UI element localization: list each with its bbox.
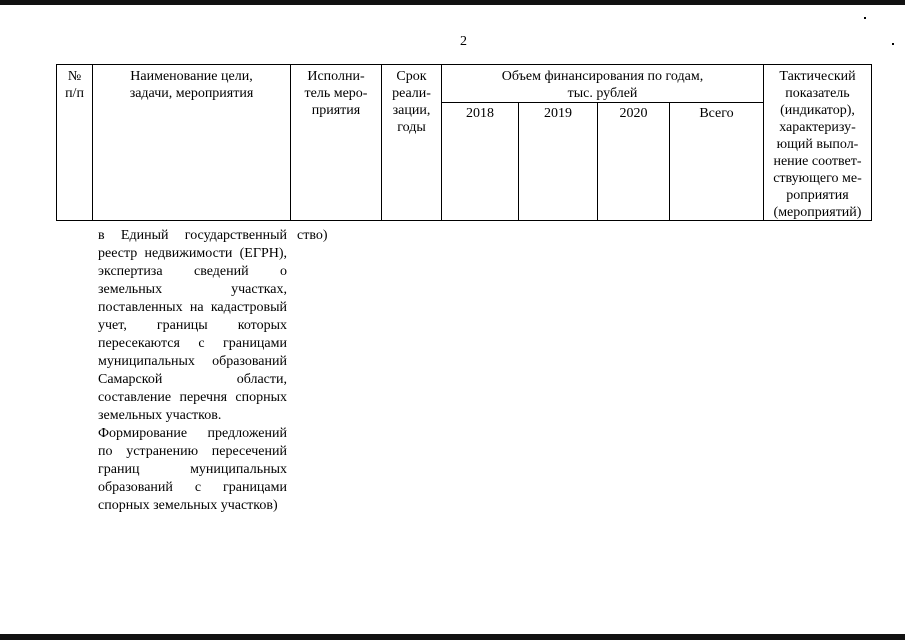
scan-bottom-border [0, 634, 905, 640]
page-number: 2 [460, 34, 467, 49]
header-executor: Исполни- тель меро- приятия [304, 69, 368, 118]
header-num: № п/п [65, 69, 84, 101]
table-border-right [871, 64, 872, 221]
header-term: Срок реали- зации, годы [392, 69, 431, 135]
table-year-divider [441, 102, 763, 103]
header-year-2020: 2020 [619, 106, 648, 121]
header-name: Наименование цели, задачи, мероприятия [129, 69, 254, 101]
name-paragraph: в Единый государственный реестр недвижимости (ЕГРН), экспертиза сведений о земельных участках, поставленных на кадастровый учет, границы которых пересекаются с границами муниципальных образований Самарской области, составление перечня спорных земельных участков. [98, 228, 287, 423]
header-indicator: Тактический показатель (индикатор), характеризу- ющий выпол- нение соответ- ствующего ме- роприятия (мероприятий) [773, 69, 862, 220]
header-year-2018: 2018 [466, 106, 494, 121]
continuation-executor-cell: ство) [297, 228, 328, 243]
continuation-name-cell [98, 227, 287, 515]
header-year-2019: 2019 [544, 106, 572, 121]
scan-speck [864, 17, 866, 19]
table-border-top [56, 64, 872, 65]
name-paragraph: Формирование предложений по устранению пересечений границ муниципальных образований с границами спорных земельных участков) [98, 426, 287, 513]
header-year-total: Всего [699, 106, 734, 121]
header-funding: Объем финансирования по годам, тыс. рублей [501, 69, 704, 101]
scan-top-border [0, 0, 905, 5]
table-border-bottom [56, 220, 872, 221]
scan-speck [892, 43, 894, 45]
